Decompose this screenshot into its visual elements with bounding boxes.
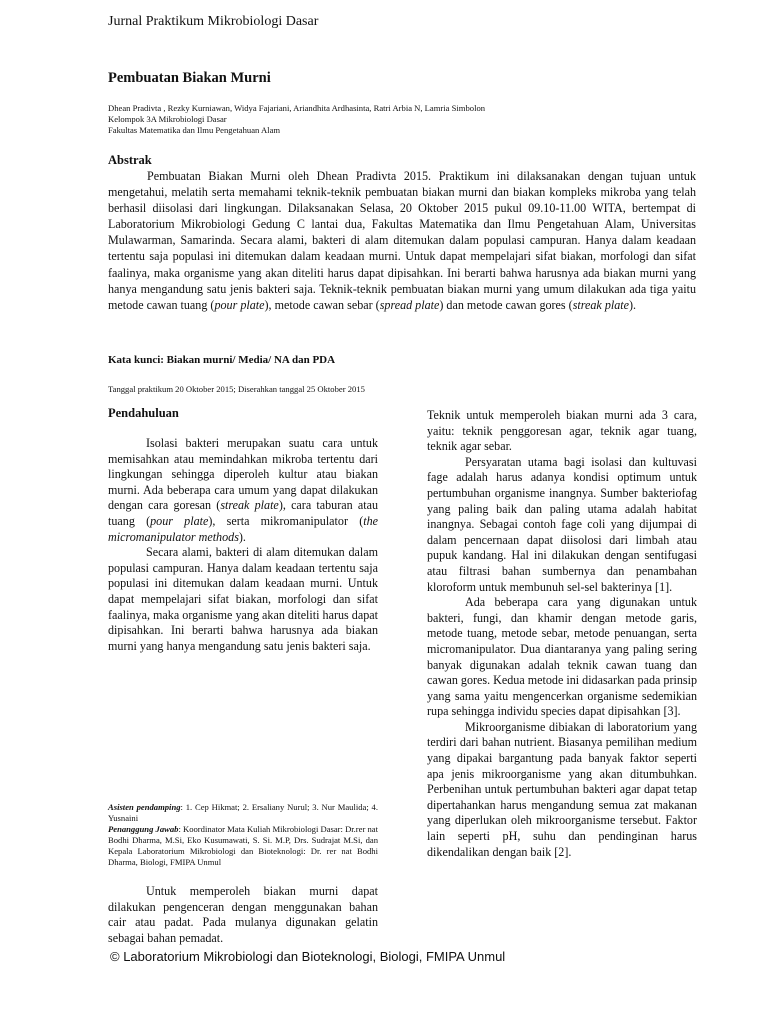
right-paragraph-3: Ada beberapa cara yang digunakan untuk bakteri, fungi, dan khamir dengan metode garis, metode tuang, metode sebar, metode penuangan, serta micromanipulator. Dua diantaranya yang paling sering banyak digunakan adalah teknik cawan tuang dan cawan gores. Kedua metode ini didasarkan pada prinsip yang sama yaitu mengencerkan organisme sedemikian rupa sehingga individu species dapat dipisahkan [3]. [427, 595, 698, 719]
intro-paragraph-1: Isolasi bakteri merupakan suatu cara untuk memisahkan atau memindahkan mikroba tertentu dari lingkungan sehingga diperoleh kultur atau biakan murni. Ada beberapa cara umum yang dapat dilakukan dengan cara goresan (streak plate), cara taburan atau tuang (pour plate), serta mikromanipulator (the micromanipulator methods). [108, 436, 379, 544]
right-paragraph-4: Mikroorganisme dibiakan di laboratorium yang terdiri dari bahan nutrient. Biasanya pemilihan medium yang dipakai bargantung pada banyak faktor seperti apa jenis mikroorganisme yang akan ditumbuhkan. Perbenihan untuk pertumbuhan bakteri agar dapat tetap dipertahankan harus mengandung semua zat makanan yang diperlukan oleh mikroorganisme tersebut. Faktor lain seperti pH, suhu dan pendinginan harus dikendalikan dengan baik [2]. [427, 719, 697, 859]
keywords: Kata kunci: Biakan murni/ Media/ NA dan PDA [108, 354, 336, 366]
footer: © Laboratorium Mikrobiologi dan Bioteknologi, Biologi, FMIPA Unmul [110, 949, 506, 964]
right-column [427, 408, 697, 860]
responsible-note: Penanggung Jawab: Koordinator Mata Kuliah Mikrobiologi Dasar: Dr.rer nat Bodhi Dharma, M.Si, Eko Kusumawati, S. Si. M.P, Drs. Sudrajat M.Si, dan Kepala Laboratorium Mikrobiologi dan Bioteknologi: Dr. rer nat Bodhi Dharma, Biologi, FMIPA Unmul [108, 824, 378, 867]
assistant-note: Asisten pendamping: 1. Cep Hikmat; 2. Ersaliany Nurul; 3. Nur Maulida; 4. Yusnaini [108, 802, 378, 823]
group: Kelompok 3A Mikrobiologi Dasar [108, 114, 227, 124]
abstract-text: Pembuatan Biakan Murni oleh Dhean Pradivta 2015. Praktikum ini dilaksanakan dengan tujuan untuk mengetahui, melatih serta memahami teknik-teknik pembuatan biakan murni dan biakan kompleks mikroba yang telah berhasil diisolasi dari lingkungan. Dilaksanakan Selasa, 20 Oktober 2015 pukul 09.10-11.00 WITA, bertempat di Laboratorium Mikrobiologi Gedung C lantai dua, Fakultas Matematika dan Ilmu Pengetahuan Alam, Universitas Mulawarman, Samarinda. Secara alami, bakteri di alam ditemukan dalam populasi campuran. Hanya dalam keadaan tertentu saja populasi ini ditemukan dalam keadaan murni. Untuk dapat mempelajari sifat biakan, morfologi dan sifat faalinya, maka organisme yang akan diteliti harus dapat dipisahkan. Ini berarti bahwa harusnya ada biakan murni yang hanya mengandung satu jenis bakteri saja. Teknik-teknik pembuatan biakan murni yang umum dilakukan ada tiga yaitu metode cawan tuang (pour plate), metode cawan sebar (spread plate) dan metode cawan gores (streak plate). [108, 169, 696, 312]
authors: Dhean Pradivta , Rezky Kurniawan, Widya Fajariani, Ariandhita Ardhasinta, Ratri Arbia N, Lamria Simbolon [108, 103, 486, 113]
footnotes [108, 802, 378, 868]
intro-paragraph-3: Untuk memperoleh biakan murni dapat dilakukan pengenceran dengan menggunakan bahan cair atau padat. Pada mulanya digunakan gelatin sebagai bahan pemadat. [108, 884, 378, 945]
pour-plate-term: pour plate [214, 297, 265, 312]
right-paragraph-1: Teknik untuk memperoleh biakan murni ada 3 cara, yaitu: teknik penggoresan agar, teknik agar tuang, teknik agar sebar. [427, 408, 697, 454]
abstract-heading: Abstrak [108, 153, 152, 167]
faculty: Fakultas Matematika dan Ilmu Pengetahuan Alam [108, 125, 281, 135]
journal-header: Jurnal Praktikum Mikrobiologi Dasar [108, 14, 319, 29]
spread-plate-term: spread plate [379, 297, 440, 312]
dates: Tanggal praktikum 20 Oktober 2015; Diserahkan tanggal 25 Oktober 2015 [108, 384, 365, 394]
intro-heading: Pendahuluan [108, 406, 179, 420]
intro-paragraph-2: Secara alami, bakteri di alam ditemukan dalam populasi campuran. Hanya dalam keadaan tertentu saja populasi ini ditemukan dalam keadaan murni. Untuk dapat mempelajari sifat biakan, morfologi dan sifat faalinya, maka organisme yang akan diteliti harus dapat dipisahkan. Ini berarti bahwa harusnya ada biakan murni yang hanya mengandung satu jenis bakteri saja. [108, 545, 378, 653]
paper-title: Pembuatan Biakan Murni [108, 70, 271, 86]
right-paragraph-2: Persyaratan utama bagi isolasi dan kultuvasi fage adalah harus adanya kondisi optimum untuk pertumbuhan organisme inangnya. Sumber bakteriofag yang paling baik dan paling utama adalah habitat inangnya. Sebagai contoh fage coli yang dijumpai di dalam pencernaan dapat diisolosi dari limbah atau pupuk kandang. Hal ini dilakukan dengan sentifugasi atau filtrasi bahan sumbernya dan penambahan kloroform untuk membunuh sel-sel bakterinya [1]. [427, 454, 697, 594]
intro-paragraphs [108, 436, 378, 654]
streak-plate-term: streak plate [572, 297, 629, 312]
